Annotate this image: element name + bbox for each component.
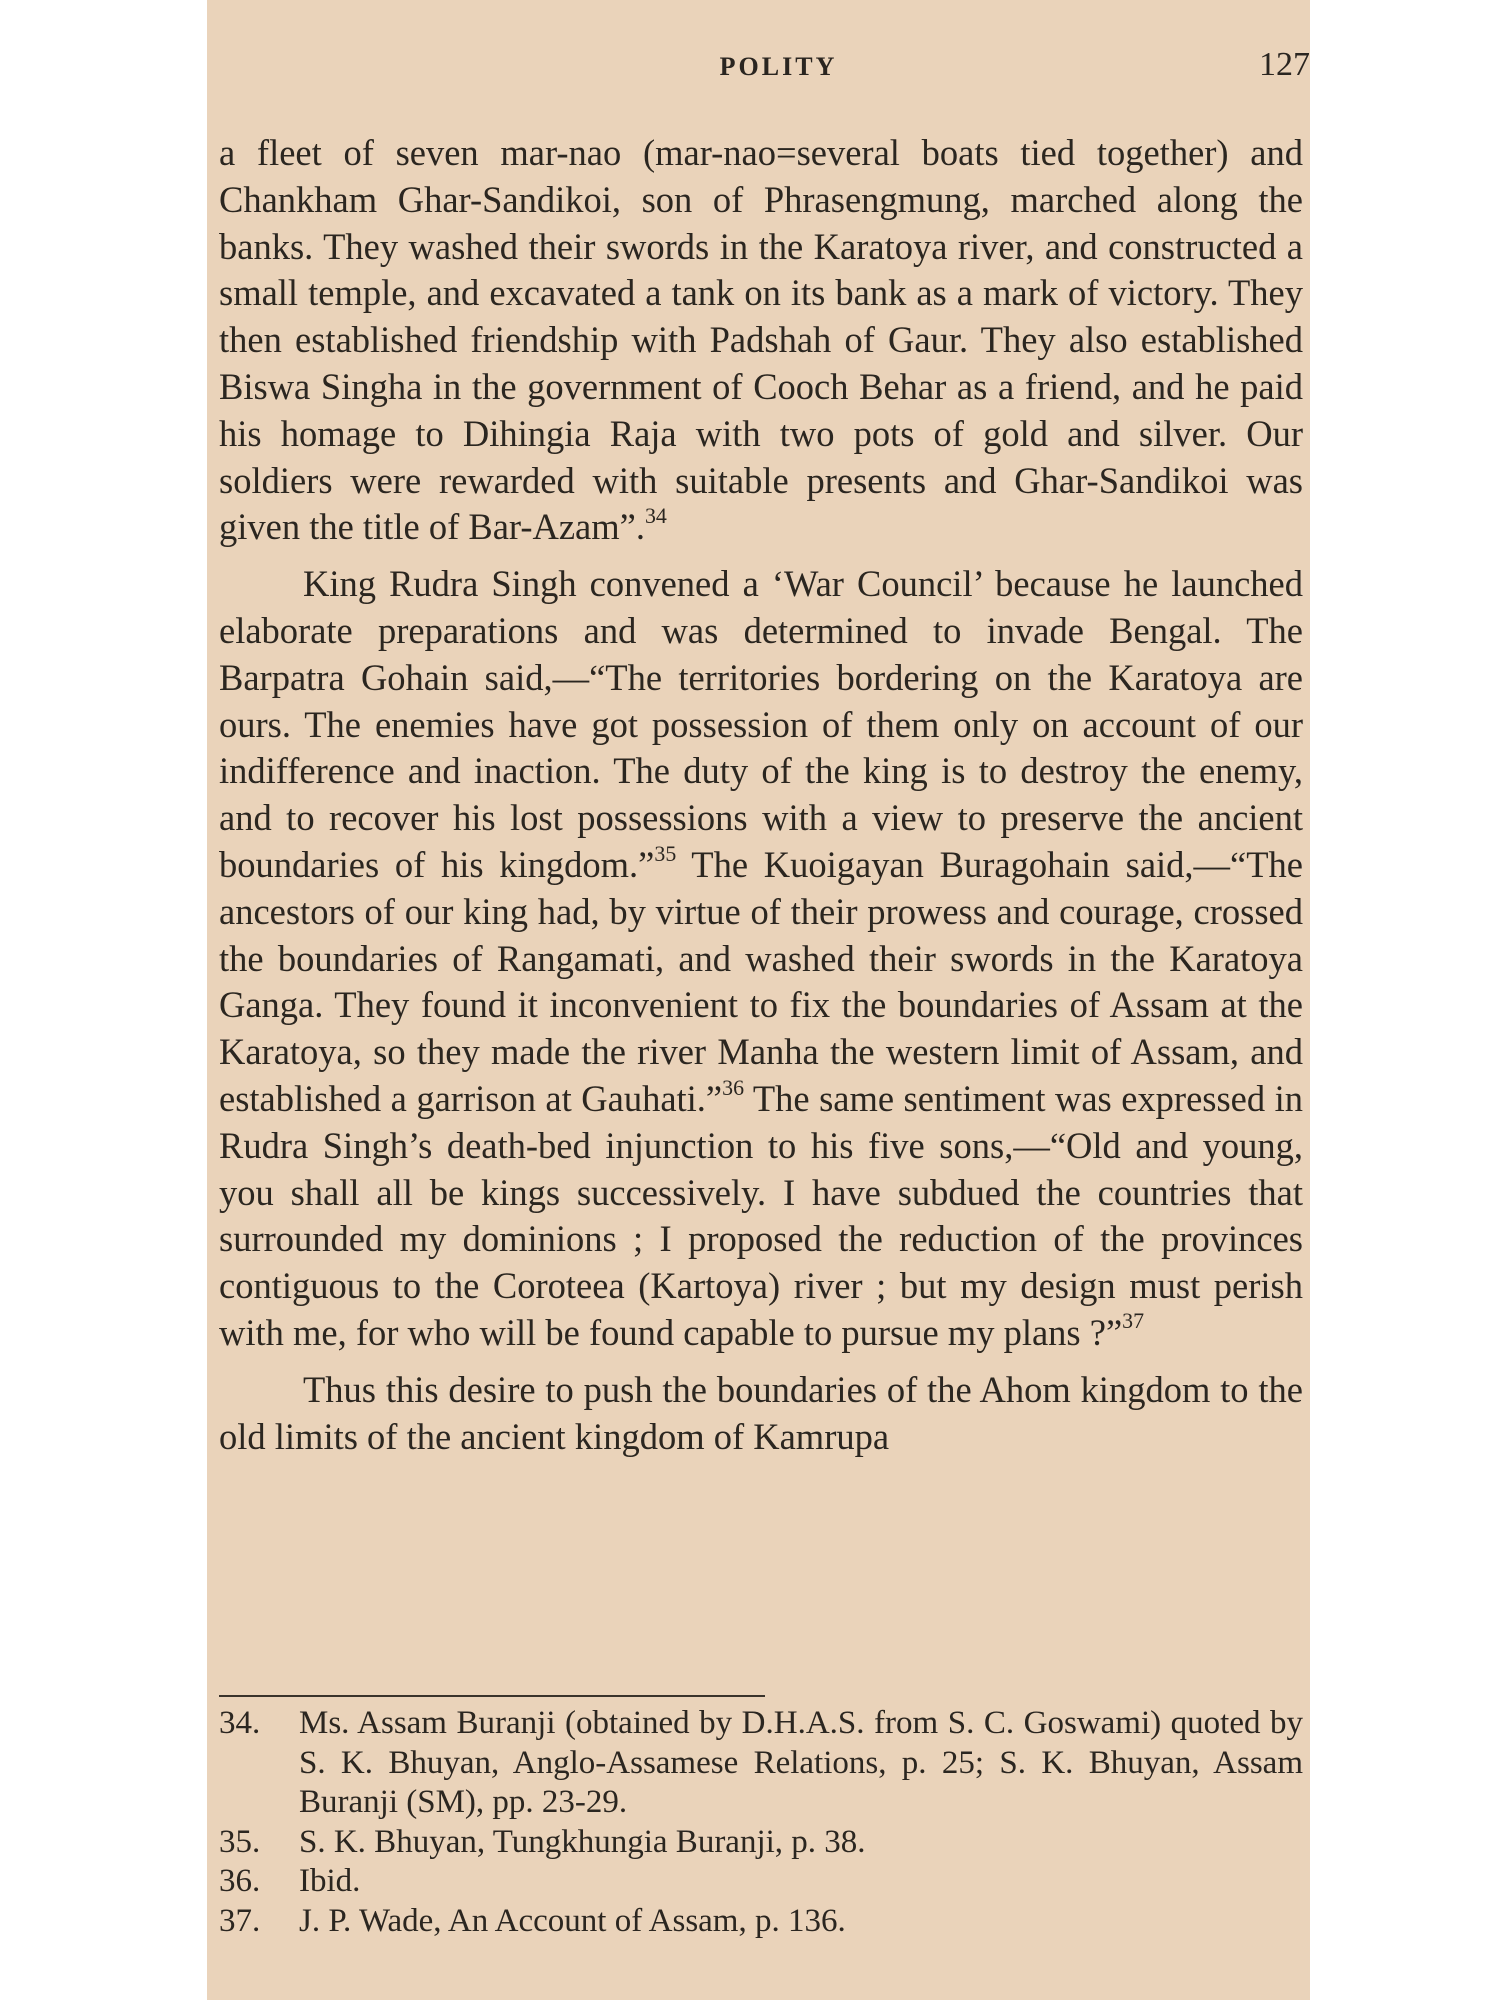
running-head [207, 46, 1310, 92]
footnote-ref-37: 37 [1122, 1308, 1145, 1334]
footnote-ref-36: 36 [722, 1074, 745, 1100]
paragraph-2-text-a: King Rudra Singh convened a ‘War Council’ because he launched elaborate preparations and was determined to invade Bengal. The Barpatra Gohain said,—“The territories bordering on the Karatoya are ours. The enemies have got possession of them only on account of our indifference and inaction. The duty of the king is to destroy the enemy, and to recover his lost possessions with a view to preserve the ancient boundaries of his kingdom.” [219, 563, 1303, 885]
footnote-text: Ibid. [299, 1863, 361, 1900]
footnote-number: 37. [219, 1902, 261, 1939]
footnote-35 [219, 1823, 1303, 1863]
footnote-34 [219, 1704, 1303, 1823]
footnotes [219, 1704, 1303, 1942]
book-page [207, 0, 1310, 2000]
chapter-title: POLITY [719, 52, 838, 81]
footnote-number: 35. [219, 1823, 261, 1860]
footnote-text: J. P. Wade, An Account of Assam, p. 136. [299, 1902, 846, 1939]
footnote-divider [219, 1695, 765, 1697]
footnote-number: 34. [219, 1705, 261, 1741]
paragraph-3 [219, 1367, 1303, 1461]
footnote-number: 36. [219, 1863, 261, 1900]
paragraph-2 [219, 561, 1303, 1357]
paragraph-3-text: Thus this desire to push the boundaries of the Ahom kingdom to the old limits of the ancient kingdom of Kamrupa [219, 1368, 1303, 1457]
footnote-37 [219, 1902, 1303, 1942]
paragraph-1 [219, 130, 1303, 551]
paragraph-2-text-b: The Kuoigayan Buragohain said,—“The ancestors of our king had, by virtue of their prowess and courage, crossed the boundaries of Rangamati, and washed their swords in the Karatoya Ganga. They found it inconvenient to fix the boundaries of Assam at the Karatoya, so they made the river Manha the western limit of Assam, and established a garrison at Gauhati.” [219, 843, 1303, 1119]
footnote-text: Ms. Assam Buranji (obtained by D.H.A.S. from S. C. Goswami) quoted by S. K. Bhuyan, Anglo-Assamese Relations, p. 25; S. K. Bhuyan, Assam Buranji (SM), pp. 23-29. [299, 1705, 1303, 1821]
footnote-36 [219, 1862, 1303, 1902]
footnote-ref-34: 34 [644, 502, 667, 528]
paragraph-1-text: a fleet of seven mar-nao (mar-nao=several boats tied together) and Chankham Ghar-Sandikoi, son of Phrasengmung, marched along the banks. They washed their swords in the Karatoya river, and constructed a small temple, and excavated a tank on its bank as a mark of victory. They then established friendship with Padshah of Gaur. They also established Biswa Singha in the government of Cooch Behar as a friend, and he paid his homage to Dihingia Raja with two pots of gold and silver. Our soldiers were rewarded with suitable presents and Ghar-Sandikoi was given the title of Bar-Azam”. [219, 132, 1303, 548]
page-number: 127 [1259, 46, 1310, 83]
footnote-ref-35: 35 [654, 840, 677, 866]
body-text [219, 130, 1303, 1470]
footnote-text: S. K. Bhuyan, Tungkhungia Buranji, p. 38. [299, 1823, 866, 1860]
paragraph-2-text-c: The same sentiment was expressed in Rudra Singh’s death-bed injunction to his five sons,—“Old and young, you shall all be kings successively. I have subdued the countries that surrounded my dominions ; I proposed the reduction of the provinces contiguous to the Coroteea (Kartoya) river ; but my design must perish with me, for who will be found capable to pursue my plans ?” [219, 1077, 1303, 1353]
